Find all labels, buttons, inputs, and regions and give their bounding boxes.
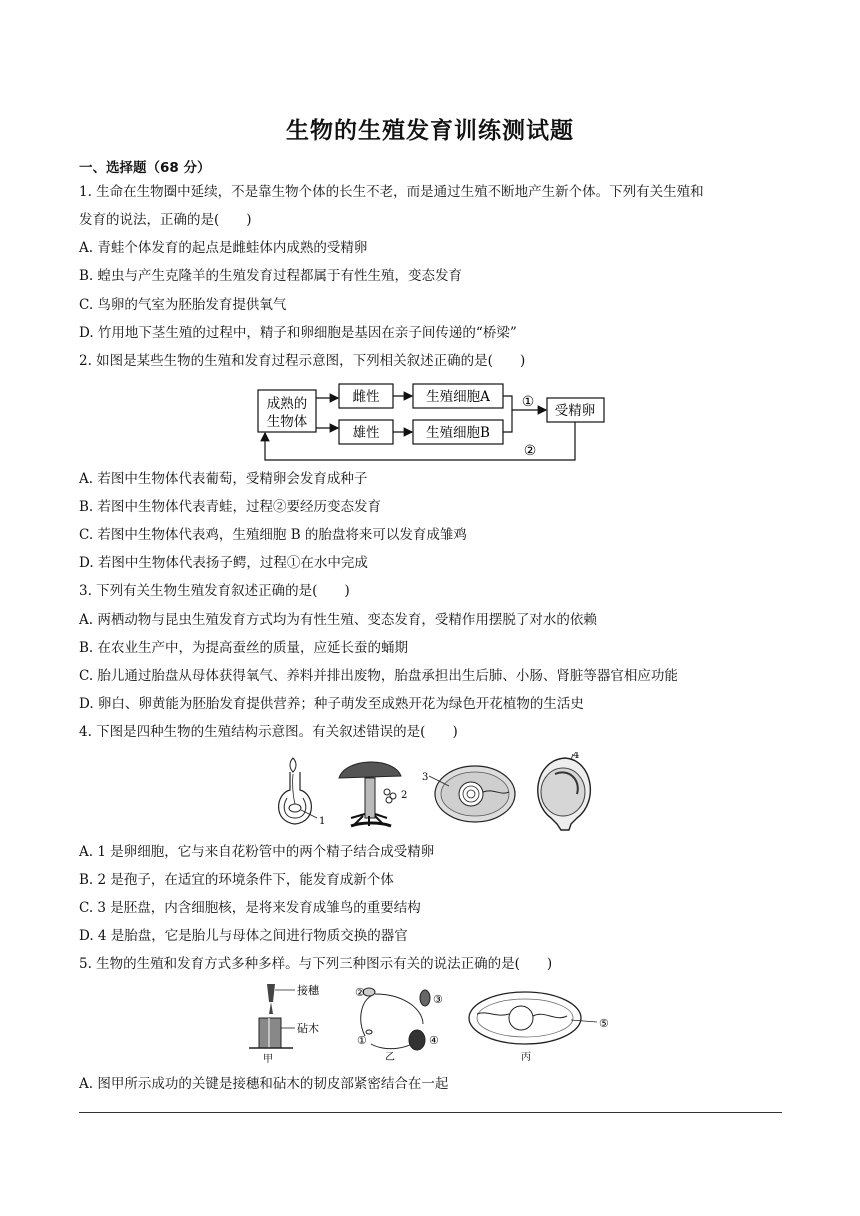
panel-jia-label: 甲 <box>263 1054 273 1065</box>
cell-b-box-label: 生殖细胞B <box>426 425 490 441</box>
q1-stem-line2: 发育的说法，正确的是( ) <box>79 212 252 228</box>
stock-label: 砧木 <box>297 1022 319 1035</box>
panel-yi-label: 乙 <box>385 1052 395 1063</box>
panel-bing-label: 丙 <box>521 1052 531 1063</box>
q4-option-a: A. 1 是卵细胞，它与来自花粉管中的两个精子结合成受精卵 <box>79 844 435 860</box>
q1-option-b: B. 蝗虫与产生克隆羊的生殖发育过程都属于有性生殖，变态发育 <box>79 268 463 284</box>
q5-stem: 5. 生物的生殖和发育方式多种多样。与下列三种图示有关的说法正确的是( ) <box>79 956 553 972</box>
step-1-label: ① <box>521 394 535 410</box>
reproductive-structures-figure <box>265 752 595 832</box>
reproduction-flow-diagram <box>250 378 610 464</box>
q1-stem-line1: 1. 生命在生物圈中延续，不是靠生物个体的长生不老，而是通过生殖不断地产生新个体。下列有关生殖和 <box>79 184 704 200</box>
three-panel-figure <box>245 980 625 1066</box>
q1-option-d: D. 竹用地下茎生殖的过程中，精子和卵细胞是基因在亲子间传递的“桥梁” <box>79 325 517 341</box>
q1-option-c: C. 鸟卵的气室为胚胎发育提供氧气 <box>79 297 287 313</box>
q2-option-c: C. 若图中生物体代表鸡，生殖细胞 B 的胎盘将来可以发育成雏鸡 <box>79 527 467 543</box>
q5-option-a: A. 图甲所示成功的关键是接穗和砧木的韧皮部紧密结合在一起 <box>79 1076 449 1092</box>
stage-3-label: ③ <box>433 993 443 1006</box>
male-box-label: 雄性 <box>352 425 380 441</box>
organism-box-line1: 成熟的 <box>266 396 308 412</box>
grafting-drawing <box>249 983 320 1065</box>
q2-option-d: D. 若图中生物体代表扬子鳄，过程①在水中完成 <box>79 555 368 571</box>
uterus-fetus-drawing <box>538 752 591 830</box>
q3-option-c: C. 胎儿通过胎盘从母体获得氧气、养料并排出废物，胎盘承担出生后肺、小肠、肾脏等器官相应功能 <box>79 668 678 684</box>
egg-cross-section-drawing <box>469 992 609 1063</box>
stage-1-label: ① <box>357 1034 367 1047</box>
q2-option-a: A. 若图中生物体代表葡萄，受精卵会发育成种子 <box>79 471 368 487</box>
female-box-label: 雌性 <box>352 389 380 405</box>
organism-box-line2: 生物体 <box>266 414 308 430</box>
footer-divider <box>79 1112 782 1113</box>
mushroom-drawing <box>339 762 407 826</box>
q2-option-b: B. 若图中生物体代表青蛙，过程②要经历变态发育 <box>79 499 382 515</box>
bird-egg-drawing <box>422 766 515 822</box>
q3-option-d: D. 卵白、卵黄能为胚胎发育提供营养；种子萌发至成熟开花为绿色开花植物的生活史 <box>79 696 584 712</box>
q4-option-c: C. 3 是胚盘，内含细胞核，是将来发育成雏鸟的重要结构 <box>79 900 421 916</box>
zygote-box-label: 受精卵 <box>554 403 596 419</box>
q3-stem: 3. 下列有关生物生殖发育叙述正确的是( ) <box>79 583 350 599</box>
label-1: 1 <box>319 816 326 827</box>
cell-a-box-label: 生殖细胞A <box>426 389 490 405</box>
label-3: 3 <box>422 772 429 783</box>
part-5-label: ⑤ <box>599 1017 609 1030</box>
label-4: 4 <box>573 752 580 761</box>
q4-stem: 4. 下图是四种生物的生殖结构示意图。有关叙述错误的是( ) <box>79 724 458 740</box>
stage-4-label: ④ <box>429 1034 439 1047</box>
pistil-ovule-drawing <box>279 758 326 827</box>
q2-stem: 2. 如图是某些生物的生殖和发育过程示意图，下列相关叙述正确的是( ) <box>79 353 526 369</box>
q4-option-d: D. 4 是胎盘，它是胎儿与母体之间进行物质交换的器官 <box>79 928 408 944</box>
page-title: 生物的生殖发育训练测试题 <box>286 118 574 144</box>
q4-option-b: B. 2 是孢子，在适宜的环境条件下，能发育成新个体 <box>79 872 394 888</box>
label-2: 2 <box>401 790 408 801</box>
q3-option-b: B. 在农业生产中，为提高蚕丝的质量，应延长蚕的蛹期 <box>79 640 409 656</box>
section-heading: 一、选择题（68 分） <box>79 160 211 176</box>
step-2-label: ② <box>523 443 537 459</box>
q1-option-a: A. 青蛙个体发育的起点是雌蛙体内成熟的受精卵 <box>79 240 368 256</box>
q3-option-a: A. 两栖动物与昆虫生殖发育方式均为有性生殖、变态发育，受精作用摆脱了对水的依赖 <box>79 612 597 628</box>
insect-cycle-drawing <box>355 986 443 1063</box>
stage-2-label: ② <box>355 986 365 999</box>
scion-label: 接穗 <box>297 984 319 997</box>
